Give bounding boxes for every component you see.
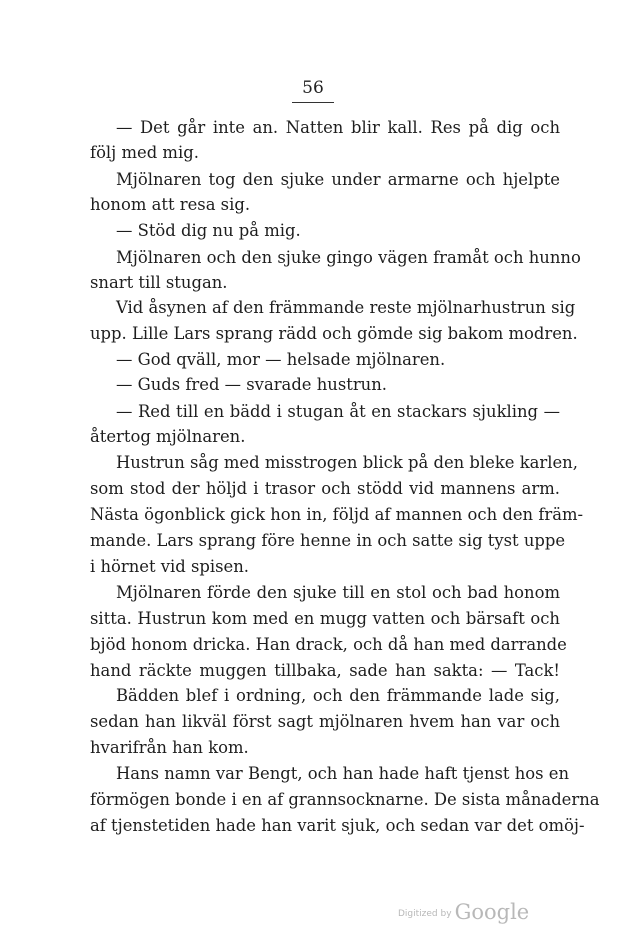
text-line: som stod der höljd i trasor och stödd vid mannens arm.	[90, 479, 560, 498]
watermark-prefix: Digitized by	[398, 909, 452, 919]
text-line: Vid åsynen af den främmande reste mjölnarhustrun sig	[116, 298, 576, 317]
text-line: Hustrun såg med misstrogen blick på den bleke karlen,	[116, 453, 578, 472]
page-number	[0, 78, 626, 103]
text-line: upp. Lille Lars sprang rädd och gömde sig bakom modren.	[90, 324, 578, 343]
text-line: — Stöd dig nu på mig.	[116, 221, 301, 240]
text-line: — Det går inte an. Natten blir kall. Res på dig och	[116, 118, 560, 137]
text-line: Mjölnaren förde den sjuke till en stol och bad honom	[116, 583, 560, 602]
text-line: bjöd honom dricka. Han drack, och då han med darrande	[90, 635, 567, 654]
text-line: Mjölnaren tog den sjuke under armarne och hjelpte	[116, 170, 560, 189]
text-line: honom att resa sig.	[90, 195, 251, 214]
text-line: hvarifrån han kom.	[90, 738, 249, 757]
text-line: — Red till en bädd i stugan åt en stackars sjukling —	[116, 402, 560, 421]
text-line: Bädden blef i ordning, och den främmande lade sig,	[116, 686, 560, 705]
text-line: sedan han likväl först sagt mjölnaren hvem han var och	[90, 712, 560, 731]
text-line: — God qväll, mor — helsade mjölnaren.	[116, 350, 446, 369]
digitized-by-google-watermark	[398, 900, 529, 924]
google-logo: Google	[454, 900, 530, 924]
text-line: Nästa ögonblick gick hon in, följd af mannen och den främ-	[90, 505, 584, 524]
text-line: Hans namn var Bengt, och han hade haft tjenst hos en	[116, 764, 570, 783]
text-line: — Guds fred — svarade hustrun.	[116, 375, 387, 394]
text-line: af tjenstetiden hade han varit sjuk, och sedan var det omöj-	[90, 816, 585, 835]
text-line: sitta. Hustrun kom med en mugg vatten och bärsaft och	[90, 609, 560, 628]
text-line: mande. Lars sprang före henne in och satte sig tyst uppe	[90, 531, 566, 550]
text-line: Mjölnaren och den sjuke gingo vägen framåt och hunno	[116, 248, 581, 267]
text-line: i hörnet vid spisen.	[90, 557, 249, 576]
text-line: följ med mig.	[90, 143, 199, 162]
text-line: hand räckte muggen tillbaka, sade han sakta: — Tack!	[90, 661, 560, 680]
text-line: snart till stugan.	[90, 273, 228, 292]
text-line: återtog mjölnaren.	[90, 427, 246, 446]
page-number-text: 56	[292, 78, 334, 103]
text-line: förmögen bonde i en af grannsocknarne. De sista månaderna	[90, 790, 600, 809]
